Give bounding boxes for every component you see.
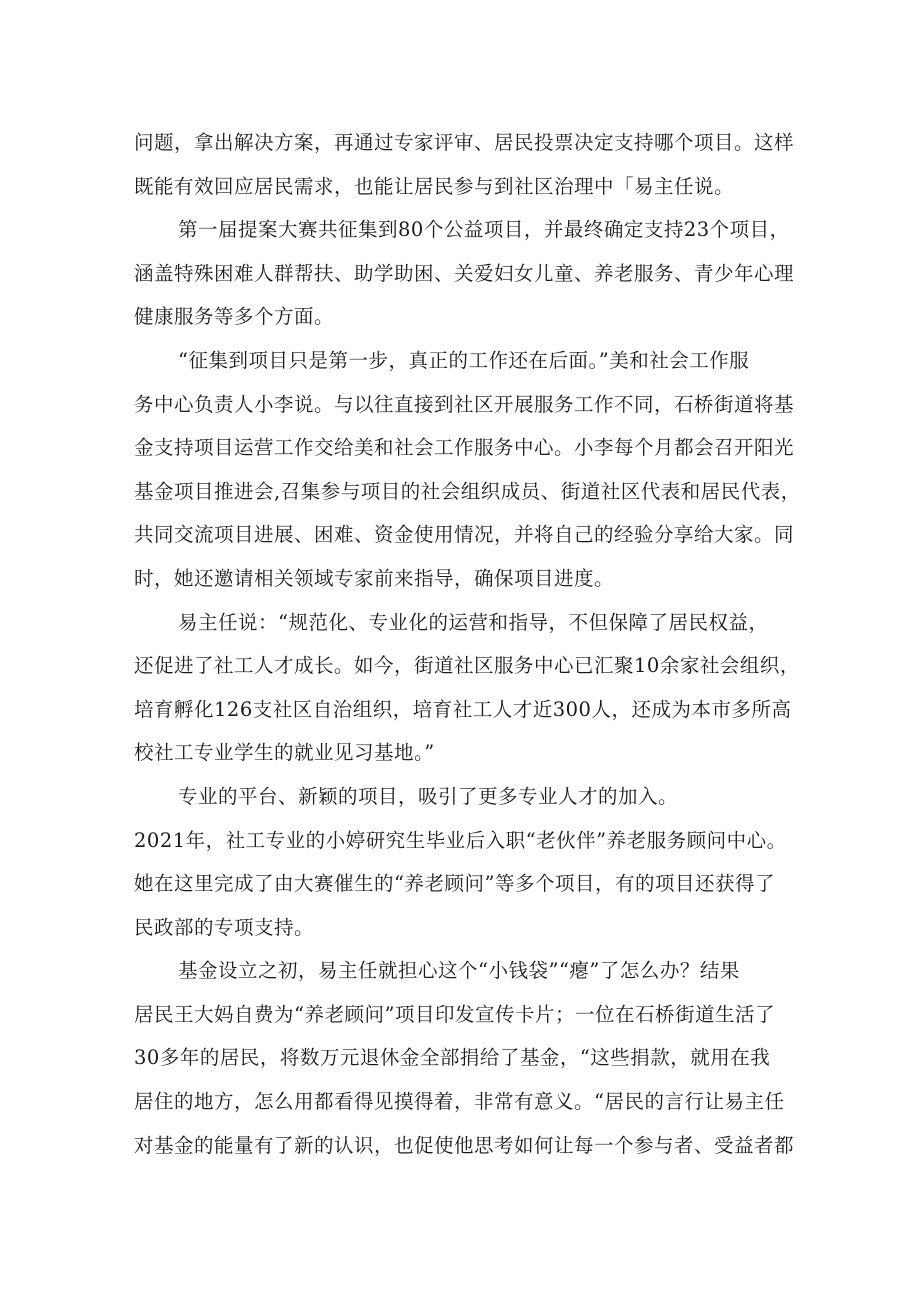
text-line: 金支持项目运营工作交给美和社会工作服务中心。小李每个月都会召开阳光 xyxy=(134,436,795,460)
text-line: 务中心负责人小李说。与以往直接到社区开展服务工作不同，石桥街道将基 xyxy=(134,392,795,416)
text-line: 还促进了社工人才成长。如今，街道社区服务中心已汇聚10余家社会组织， xyxy=(134,654,800,678)
text-line: 共同交流项目进展、困难、资金使用情况，并将自己的经验分享给大家。同 xyxy=(134,523,795,547)
text-line: 校社工专业学生的就业见习基地。” xyxy=(134,741,435,765)
text-line: 时，她还邀请相关领域专家前来指导，确保项目进度。 xyxy=(134,566,615,590)
text-line: 居民王大妈自费为“养老顾问”项目印发宣传卡片；一位在石桥街道生活了 xyxy=(134,1002,775,1026)
text-line: 基金设立之初，易主任就担心这个“小钱袋”“瘪”了怎么办？结果 xyxy=(178,959,740,983)
text-line: 专业的平台、新颖的项目，吸引了更多专业人才的加入。 xyxy=(178,784,679,808)
text-line: 健康服务等多个方面。 xyxy=(134,305,335,329)
text-line: 第一届提案大赛共征集到80个公益项目，并最终确定支持23个项目， xyxy=(178,218,790,242)
text-line: 既能有效回应居民需求，也能让居民参与到社区治理中「易主任说。 xyxy=(134,174,735,198)
text-line: 民政部的专项支持。 xyxy=(134,915,315,939)
body-text xyxy=(134,121,801,1167)
text-line: 培育孵化126支社区自治组织，培育社工人才近300人，还成为本市多所高 xyxy=(134,697,792,721)
text-line: 对基金的能量有了新的认识，也促使他思考如何让每一个参与者、受益者都 xyxy=(134,1133,795,1157)
text-line: 问题，拿出解决方案，再通过专家评审、居民投票决定支持哪个项目。这样 xyxy=(134,131,795,154)
text-line: 居住的地方，怎么用都看得见摸得着，非常有意义。“居民的言行让易主任 xyxy=(134,1090,785,1114)
text-line: 2021年，社工专业的小婷研究生毕业后入职“老伙伴”养老服务顾问中心。 xyxy=(134,828,787,852)
text-line: 涵盖特殊困难人群帮扶、助学助困、关爱妇女儿童、养老服务、青少年心理 xyxy=(134,261,795,285)
text-line: 30多年的居民，将数万元退休金全部捐给了基金，“这些捐款，就用在我 xyxy=(134,1046,771,1070)
text-line: 易主任说：“规范化、专业化的运营和指导，不但保障了居民权益， xyxy=(178,610,769,634)
text-line: 她在这里完成了由大赛催生的“养老顾问”等多个项目，有的项目还获得了 xyxy=(134,872,775,896)
text-line: “征集到项目只是第一步，真正的工作还在后面。”美和社会工作服 xyxy=(178,348,750,372)
text-line: 基金项目推进会,召集参与项目的社会组织成员、街道社区代表和居民代表， xyxy=(134,479,801,503)
